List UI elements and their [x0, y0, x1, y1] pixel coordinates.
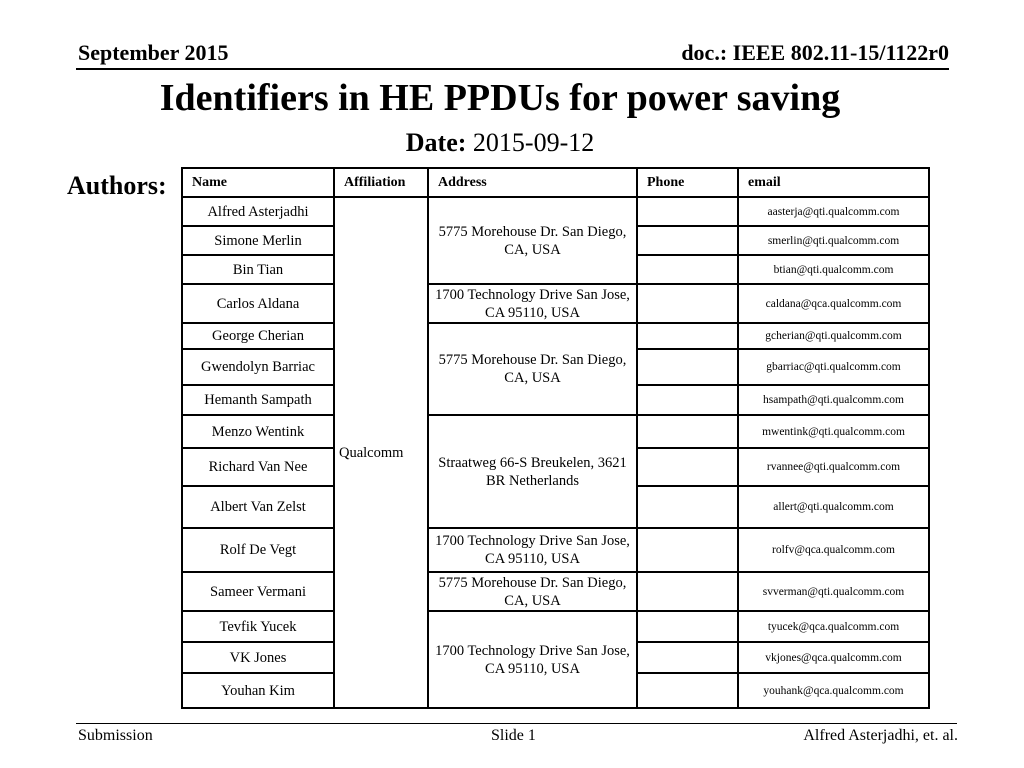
table-row	[182, 415, 929, 448]
phone-cell	[637, 486, 738, 528]
author-name: Alfred Asterjadhi	[182, 197, 334, 226]
authors-table	[181, 167, 930, 709]
header-email: email	[738, 168, 929, 197]
author-name: Rolf De Vegt	[182, 528, 334, 572]
email-cell: allert@qti.qualcomm.com	[738, 486, 929, 528]
footer-rule	[76, 723, 957, 724]
address-cell: 1700 Technology Drive San Jose, CA 95110, USA	[428, 284, 637, 323]
phone-cell	[637, 415, 738, 448]
phone-cell	[637, 611, 738, 642]
author-name: VK Jones	[182, 642, 334, 673]
footer-author: Alfred Asterjadhi, et. al.	[803, 727, 958, 744]
author-name: Tevfik Yucek	[182, 611, 334, 642]
email-cell: gcherian@qti.qualcomm.com	[738, 323, 929, 349]
address-cell: 5775 Morehouse Dr. San Diego, CA, USA	[428, 323, 637, 415]
table-header-row	[182, 168, 929, 197]
table-row	[182, 611, 929, 642]
email-cell: rolfv@qca.qualcomm.com	[738, 528, 929, 572]
author-name: Carlos Aldana	[182, 284, 334, 323]
address-cell: 5775 Morehouse Dr. San Diego, CA, USA	[428, 572, 637, 611]
date-line	[0, 128, 1000, 158]
header-doc-id: doc.: IEEE 802.11-15/1122r0	[681, 40, 949, 65]
phone-cell	[637, 572, 738, 611]
header-rule	[76, 68, 949, 70]
email-cell: btian@qti.qualcomm.com	[738, 255, 929, 284]
table-row	[182, 528, 929, 572]
email-cell: mwentink@qti.qualcomm.com	[738, 415, 929, 448]
phone-cell	[637, 255, 738, 284]
email-cell: aasterja@qti.qualcomm.com	[738, 197, 929, 226]
author-name: Hemanth Sampath	[182, 385, 334, 415]
author-name: Gwendolyn Barriac	[182, 349, 334, 385]
phone-cell	[637, 528, 738, 572]
date-label: Date:	[405, 128, 467, 157]
table-row	[182, 572, 929, 611]
author-name: Albert Van Zelst	[182, 486, 334, 528]
date-value: 2015-09-12	[472, 128, 595, 157]
phone-cell	[637, 226, 738, 255]
email-cell: rvannee@qti.qualcomm.com	[738, 448, 929, 486]
email-cell: smerlin@qti.qualcomm.com	[738, 226, 929, 255]
phone-cell	[637, 323, 738, 349]
author-name: Sameer Vermani	[182, 572, 334, 611]
email-cell: vkjones@qca.qualcomm.com	[738, 642, 929, 673]
header-address: Address	[428, 168, 637, 197]
table-row	[182, 197, 929, 226]
header-phone: Phone	[637, 168, 738, 197]
authors-label: Authors:	[67, 171, 167, 200]
phone-cell	[637, 197, 738, 226]
address-cell: 1700 Technology Drive San Jose, CA 95110, USA	[428, 611, 637, 708]
email-cell: svverman@qti.qualcomm.com	[738, 572, 929, 611]
address-cell: 1700 Technology Drive San Jose, CA 95110, USA	[428, 528, 637, 572]
header-date: September 2015	[78, 40, 229, 65]
phone-cell	[637, 284, 738, 323]
email-cell: caldana@qca.qualcomm.com	[738, 284, 929, 323]
author-name: Richard Van Nee	[182, 448, 334, 486]
email-cell: youhank@qca.qualcomm.com	[738, 673, 929, 708]
affiliation-cell: Qualcomm	[334, 197, 428, 708]
footer-slide-number: Slide 1	[491, 727, 536, 744]
header-name: Name	[182, 168, 334, 197]
phone-cell	[637, 349, 738, 385]
header-affiliation: Affiliation	[334, 168, 428, 197]
footer-submission: Submission	[78, 727, 153, 744]
table-row	[182, 284, 929, 323]
author-name: Menzo Wentink	[182, 415, 334, 448]
phone-cell	[637, 448, 738, 486]
author-name: Bin Tian	[182, 255, 334, 284]
address-cell: Straatweg 66-S Breukelen, 3621 BR Netherlands	[428, 415, 637, 528]
phone-cell	[637, 642, 738, 673]
author-name: Youhan Kim	[182, 673, 334, 708]
phone-cell	[637, 385, 738, 415]
email-cell: tyucek@qca.qualcomm.com	[738, 611, 929, 642]
table-row	[182, 323, 929, 349]
slide-title: Identifiers in HE PPDUs for power saving	[159, 77, 841, 119]
address-cell: 5775 Morehouse Dr. San Diego, CA, USA	[428, 197, 637, 284]
email-cell: gbarriac@qti.qualcomm.com	[738, 349, 929, 385]
phone-cell	[637, 673, 738, 708]
author-name: George Cherian	[182, 323, 334, 349]
author-name: Simone Merlin	[182, 226, 334, 255]
email-cell: hsampath@qti.qualcomm.com	[738, 385, 929, 415]
